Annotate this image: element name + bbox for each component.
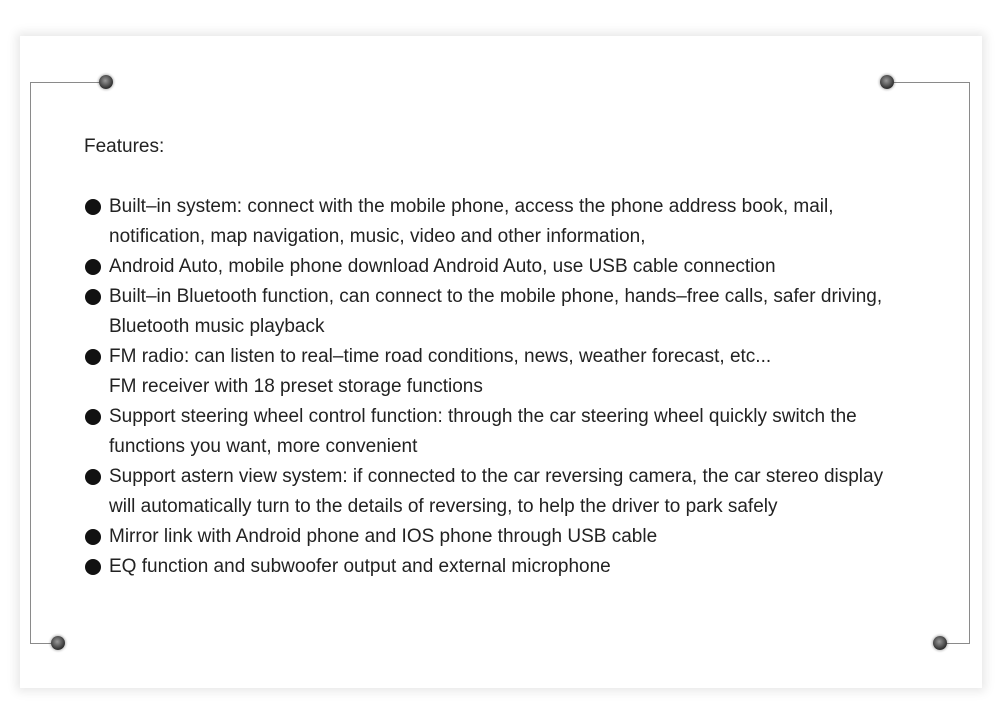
frame-right-line	[969, 82, 970, 644]
bullet-icon	[85, 529, 101, 545]
bullet-icon	[85, 409, 101, 425]
frame-top-left-line	[30, 82, 106, 83]
feature-item	[84, 252, 954, 282]
feature-item	[84, 192, 954, 252]
frame-top-right-line	[887, 82, 970, 83]
feature-item	[84, 402, 954, 462]
pin-top-left-icon	[99, 75, 113, 89]
features-heading: Features:	[84, 136, 165, 157]
pin-bottom-right-icon	[933, 636, 947, 650]
feature-text-continued: will automatically turn to the details of reversing, to help the driver to park safely	[109, 496, 778, 517]
feature-text-continued: FM receiver with 18 preset storage functions	[109, 376, 483, 397]
pin-top-right-icon	[880, 75, 894, 89]
feature-text: Built–in system: connect with the mobile phone, access the phone address book, mail,	[109, 196, 834, 217]
feature-text: EQ function and subwoofer output and external microphone	[109, 556, 611, 577]
feature-text: Support astern view system: if connected to the car reversing camera, the car stereo display	[109, 466, 884, 487]
feature-item	[84, 552, 954, 582]
feature-text: Support steering wheel control function: through the car steering wheel quickly switch the	[109, 406, 857, 427]
feature-text-continued: Bluetooth music playback	[109, 316, 325, 337]
feature-text: Android Auto, mobile phone download Android Auto, use USB cable connection	[109, 256, 776, 277]
pin-bottom-left-icon	[51, 636, 65, 650]
feature-list	[84, 192, 954, 582]
feature-text: Built–in Bluetooth function, can connect to the mobile phone, hands–free calls, safer driving,	[109, 286, 883, 307]
bullet-icon	[85, 199, 101, 215]
bullet-icon	[85, 559, 101, 575]
bullet-icon	[85, 349, 101, 365]
feature-item	[84, 342, 954, 402]
bullet-icon	[85, 259, 101, 275]
feature-text: Mirror link with Android phone and IOS phone through USB cable	[109, 526, 658, 547]
frame-left-line	[30, 82, 31, 644]
feature-text: FM radio: can listen to real–time road conditions, news, weather forecast, etc...	[109, 346, 772, 367]
bullet-icon	[85, 289, 101, 305]
feature-item	[84, 462, 954, 522]
feature-text-continued: functions you want, more convenient	[109, 436, 418, 457]
feature-item	[84, 282, 954, 342]
feature-item	[84, 522, 954, 552]
feature-text-continued: notification, map navigation, music, video and other information,	[109, 226, 646, 247]
bullet-icon	[85, 469, 101, 485]
